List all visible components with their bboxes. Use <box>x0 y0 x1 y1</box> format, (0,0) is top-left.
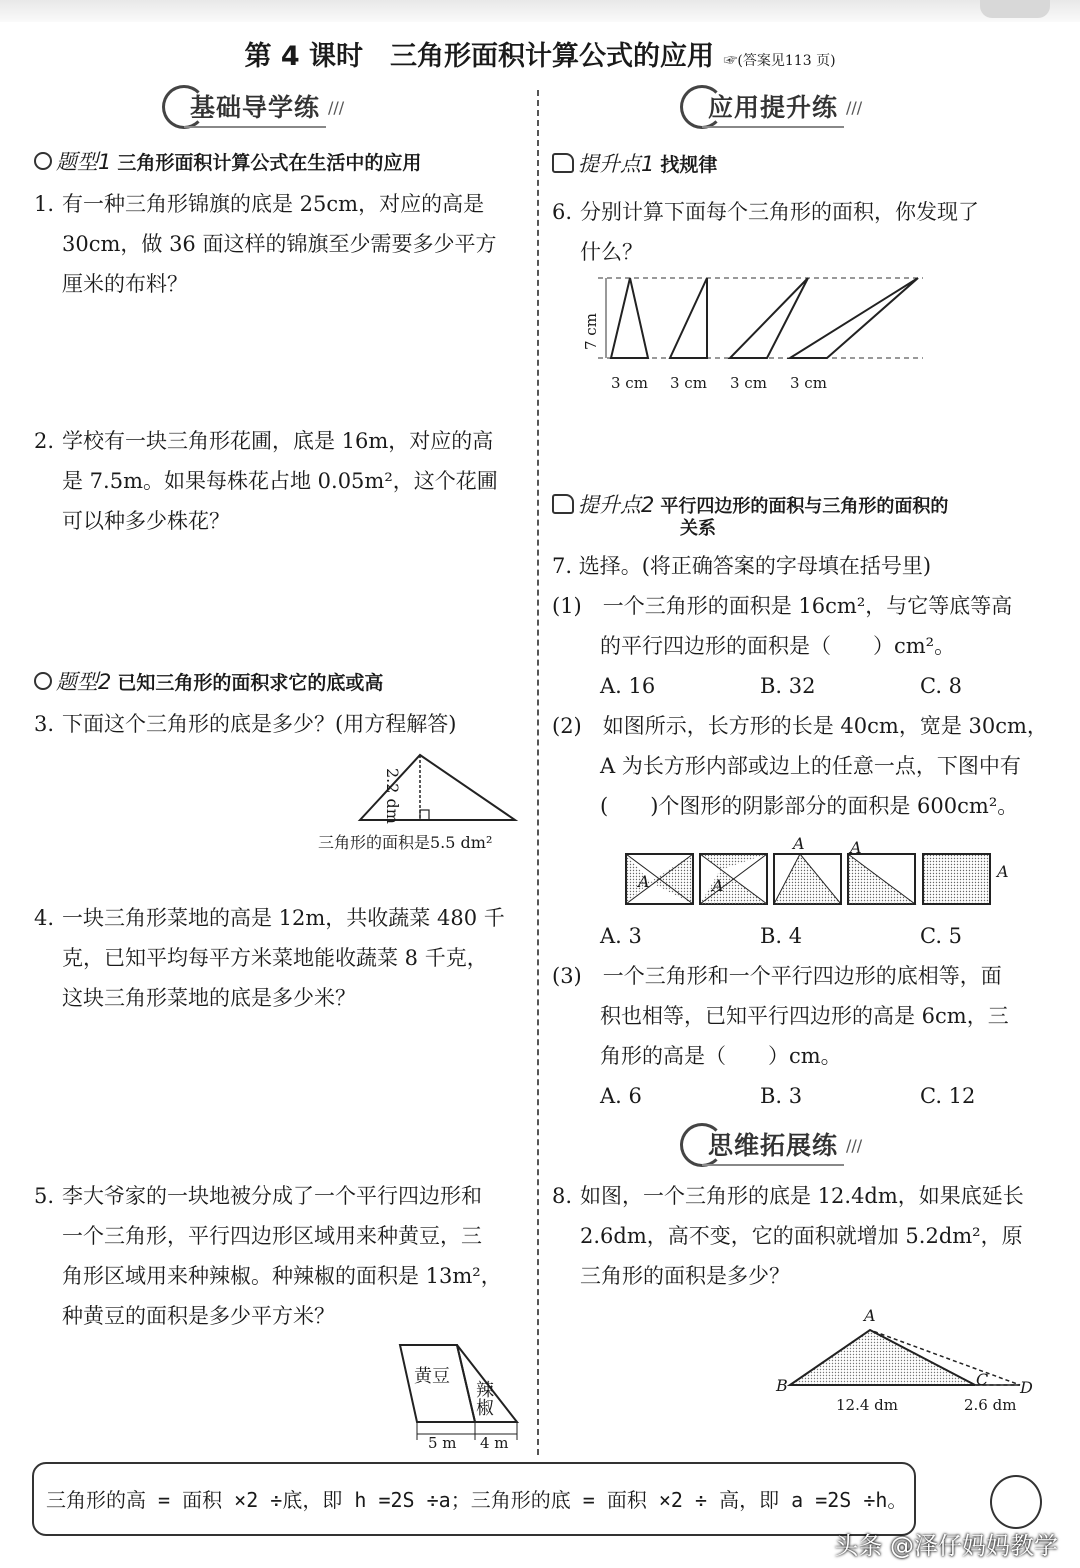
q3-area-label: 三角形的面积是5.5 dm² <box>318 833 493 852</box>
question-2: 2. 学校有一块三角形花圃，底是 16m，对应的高 是 7.5m。如果每株花占地 0.05m²，这个花圃 可以种多少株花？ <box>34 429 498 533</box>
q7-sub2-options: A. 3 B. 4 C. 5 <box>600 924 963 948</box>
q7-rectangles-figure <box>620 830 1020 910</box>
question-5: 5. 李大爷家的一块地被分成了一个平行四边形和 一个三角形，平行四边形区域用来种黄豆，三 角形区域用来种辣椒。种辣椒的面积是 13m²， 种黄豆的面积是多少平方米？ <box>34 1184 502 1328</box>
question-1: 1. 有一种三角形锦旗的底是 25cm，对应的高是 30cm，做 36 面这样的锦旗至少需要多少平方 厘米的布料？ <box>34 192 497 296</box>
improvement-point-2: 提升点2 平行四边形的面积与三角形的面积的 关系 <box>552 494 948 540</box>
q6-base-1: 3 cm <box>611 374 648 392</box>
q6-triangles-figure <box>578 268 928 368</box>
q7-sub1: (1) 一个三角形的面积是 16cm²，与它等底等高 <box>552 594 1013 618</box>
lightbulb-icon <box>34 152 52 170</box>
q6-base-3: 3 cm <box>730 374 767 392</box>
banner-application: 应用提升练 /// <box>680 86 862 128</box>
q7-point-a-5: A <box>997 862 1009 881</box>
answer-reference: ☞(答案见113 页) <box>723 53 836 69</box>
q8-vertex-c: C <box>976 1370 989 1389</box>
question-7: 7. 选择。(将正确答案的字母填在括号里) (1) 一个三角形的面积是 16cm²，与它等底等高 的平行四边形的面积是（ ）cm²。 A. 16 B. 32 C. 8 (2) 如图所示，长方形的长是 40cm，宽是 30cm， A 为长方形内部或边上的任意一点，下图中有 ( )个图形的阴影部分的面积是 600cm²。 <box>552 546 1062 826</box>
q8-vertex-d: D <box>1020 1378 1033 1397</box>
q7-point-a-3: A <box>793 834 805 853</box>
mascot-icon <box>990 1475 1042 1529</box>
q7-sub1-options: A. 16 B. 32 C. 8 <box>600 674 963 698</box>
category-type2: 题型2 已知三角形的面积求它的底或高 <box>34 666 383 696</box>
q7-point-a-2: A <box>712 876 724 895</box>
question-6: 6. 分别计算下面每个三角形的面积，你发现了 什么？ <box>552 200 979 264</box>
watermark: 头条 @泽仔妈妈教学 <box>834 1532 1058 1560</box>
q3-triangle-figure <box>350 750 530 825</box>
page-title <box>0 34 1080 73</box>
thumbs-up-icon <box>552 153 574 173</box>
banner-extension: 思维拓展练 /// <box>680 1124 862 1166</box>
q6-base-4: 3 cm <box>790 374 827 392</box>
thumbs-up-icon <box>552 494 574 514</box>
page-number-tab <box>980 0 1050 18</box>
q6-base-2: 3 cm <box>670 374 707 392</box>
question-4: 4. 一块三角形菜地的高是 12m，共收蔬菜 480 千 克，已知平均每平方米菜地能收蔬菜 8 千克， 这块三角形菜地的底是多少米？ <box>34 906 505 1010</box>
q8-base-label: 12.4 dm <box>836 1396 898 1414</box>
q8-triangle-figure <box>780 1320 1030 1400</box>
q7-point-a-4: A <box>850 838 862 857</box>
q8-vertex-a: A <box>864 1306 876 1325</box>
question-8: 8. 如图，一个三角形的底是 12.4dm，如果底延长 2.6dm，高不变，它的面积就增加 5.2dm²，原 三角形的面积是多少？ <box>552 1184 1024 1288</box>
lesson-title: 第 4 课时 三角形面积计算公式的应用 <box>244 41 715 72</box>
page-header-band <box>0 0 1080 22</box>
q7-sub3-options: A. 6 B. 3 C. 12 <box>600 1084 976 1108</box>
question-3: 3. 下面这个三角形的底是多少？(用方程解答) <box>34 712 457 736</box>
banner-basic-practice: 基础导学练 /// <box>162 86 344 128</box>
improvement-point-1: 提升点1 找规律 <box>552 148 717 178</box>
question-7-continued: A. 3 B. 4 C. 5 (3) 一个三角形和一个平行四边形的底相等，面 积也相等，已知平行四边形的高是 6cm，三 角形的高是（ ）cm。 A. 6 B. 3 C. 12 <box>552 916 1062 1116</box>
lightbulb-icon <box>34 672 52 690</box>
q7-sub2: (2) 如图所示，长方形的长是 40cm，宽是 30cm， <box>552 714 1048 738</box>
q5-pepper-label: 辣椒 <box>473 1380 494 1416</box>
q5-dim-a: 5 m <box>428 1434 457 1452</box>
q3-height-label: 2.2 dm <box>383 768 402 824</box>
q6-height-label: 7 cm <box>582 313 600 350</box>
q7-sub3: (3) 一个三角形和一个平行四边形的底相等，面 <box>552 964 1002 988</box>
q5-soybean-label: 黄豆 <box>414 1366 450 1387</box>
q8-vertex-b: B <box>776 1376 788 1395</box>
q5-dim-b: 4 m <box>480 1434 509 1452</box>
formula-tip-text: 三角形的高 = 面积 ×2 ÷底，即 h =2S ÷a；三角形的底 = 面积 ×2 ÷ 高，即 a =2S ÷h。 <box>46 1488 908 1512</box>
category-type1: 题型1 三角形面积计算公式在生活中的应用 <box>34 146 421 176</box>
column-divider <box>537 90 539 1455</box>
q8-extension-label: 2.6 dm <box>964 1396 1017 1414</box>
q7-point-a-1: A <box>638 872 650 891</box>
